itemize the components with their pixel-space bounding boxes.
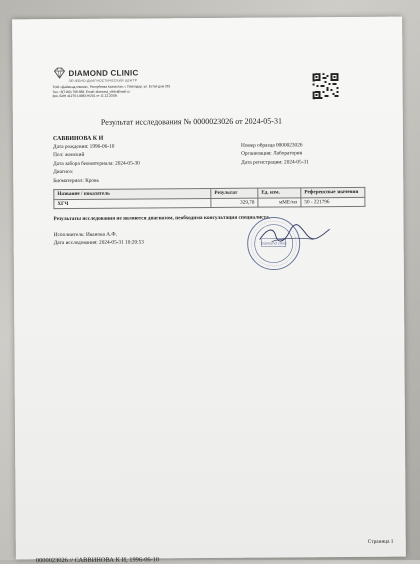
column-header: Результат bbox=[211, 188, 258, 198]
patient-name: САВВИНОВА К И bbox=[53, 136, 103, 142]
address-line: Тел.: 8(7182) 708-888, Email: diamond_clinic@mail.ru bbox=[53, 88, 223, 94]
address-line: ТОО «Даймонд клиник», Республика Казахстан, г. Павлодар, ул. Естая дом 281 bbox=[53, 84, 223, 90]
clinic-logo bbox=[52, 66, 138, 79]
patient-info bbox=[53, 142, 140, 185]
gender: Пол: женский bbox=[53, 151, 140, 160]
diamond-icon bbox=[52, 67, 66, 79]
column-header: Название / показатель bbox=[54, 188, 211, 199]
stamp-text: Diamond clinic bbox=[261, 240, 287, 245]
study-date: Дата исследования: 2024-05-31 10:20:53 bbox=[54, 239, 144, 248]
biomaterial: Биоматериал: Кровь bbox=[53, 176, 140, 185]
page-number: Страница 1 bbox=[368, 539, 394, 545]
column-header: Референсные значения bbox=[301, 187, 365, 197]
clinic-logo-subtitle: ЛЕЧЕБНО-ДИАГНОСТИЧЕСКИЙ ЦЕНТР bbox=[69, 78, 138, 82]
table-cell: мМЕ/мл bbox=[258, 197, 301, 207]
executor-name: Исполнитель: Иванова А.Ф. bbox=[54, 230, 144, 239]
organization: Организация: Лаборатория bbox=[241, 150, 309, 159]
registration-date: Дата регистрации: 2024-05-31 bbox=[241, 158, 309, 167]
sample-date: Дата забора биоматериала: 2024-05-30 bbox=[53, 159, 140, 168]
table-cell: 50 - 221796 bbox=[301, 197, 365, 207]
executor-info bbox=[54, 230, 144, 247]
clinic-logo-text: DIAMOND CLINIC bbox=[68, 68, 138, 77]
table-row bbox=[54, 197, 365, 209]
qr-code-icon bbox=[313, 73, 339, 99]
clinic-address bbox=[53, 84, 223, 99]
birth-date: Дата рождения: 1996-06-10 bbox=[53, 142, 140, 151]
document-title: Результат исследования № 0000023026 от 2024-05-31 bbox=[101, 116, 282, 126]
sample-number: Номер образца 0000023026 bbox=[241, 141, 309, 150]
table-cell: ХГЧ bbox=[54, 198, 211, 209]
signature bbox=[254, 221, 334, 248]
diagnosis: Диагноз: bbox=[53, 168, 140, 177]
address-line: Вск, БИН 41270-14983-Н/201 от 11.12.2018г. bbox=[53, 93, 223, 99]
document-footer: 0000023026 // САВВИНОВА К И, 1996-06-10 bbox=[36, 556, 159, 564]
disclaimer-note: Результаты исследования не являются диагнозом, необходима консультация специалиста. bbox=[53, 215, 270, 223]
document-page bbox=[12, 17, 406, 560]
table-cell: 329,78 bbox=[211, 198, 258, 208]
column-header: Ед. изм. bbox=[258, 188, 301, 198]
results-table bbox=[53, 187, 365, 209]
sample-info bbox=[241, 141, 309, 167]
